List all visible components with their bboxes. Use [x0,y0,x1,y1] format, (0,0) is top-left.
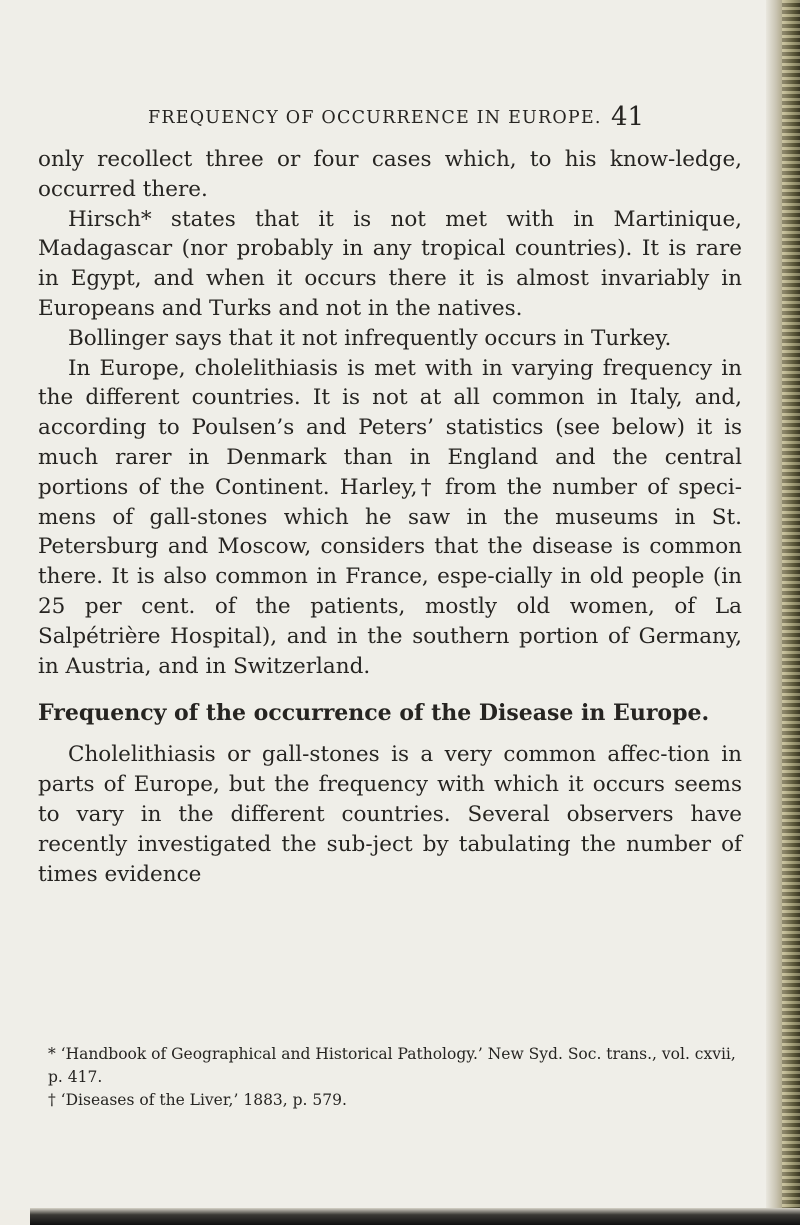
running-head [0,102,760,136]
paragraph: In Europe, cholelithiasis is met with in varying frequency in the different countries. It is not at all common in Italy, and, according to Poulsen’s and Peters’ statistics (see below) it is much rarer in Denmark than in England and the central portions of the Continent. Harley,† from the number of speci-mens of gall-stones which he saw in the museums in St. Petersburg and Moscow, considers that the disease is common there. It is also common in France, espe-cially in old people (in 25 per cent. of the patients, mostly old women, of La Salpétrière Hospital), and in the southern portion of Germany, in Austria, and in Switzerland. [38,355,742,679]
section-heading: Frequency of the occurrence of the Disease in Europe. [38,700,710,727]
paragraph: Cholelithiasis or gall-stones is a very common affec-tion in parts of Europe, but the frequency with which it occurs seems to vary in the different countries. Several observers have recently investigated the sub-ject by tabulating the number of times evidence [38,742,742,887]
bottom-binding-shadow [30,1208,800,1225]
footnotes [38,1043,742,1112]
footnote: † ‘Diseases of the Liver,’ 1883, p. 579. [48,1091,347,1109]
page-number: 41 [611,102,645,132]
paragraph: only recollect three or four cases which, to his know-ledge, occurred there. [38,147,742,202]
running-head-title: FREQUENCY OF OCCURRENCE IN EUROPE. [148,108,602,128]
body-text [38,145,742,889]
page-edge-texture [782,0,800,1225]
paragraph: Hirsch* states that it is not met with in Martinique, Madagascar (nor probably in any tropical countries). It is rare in Egypt, and when it occurs there it is almost invariably in Europeans and Turks and not in the natives. [38,206,742,321]
footnote: * ‘Handbook of Geographical and Historical Pathology.’ New Syd. Soc. trans., vol. cxvii, p. 417. [48,1045,736,1086]
paragraph: Bollinger says that it not infrequently occurs in Turkey. [68,325,672,351]
